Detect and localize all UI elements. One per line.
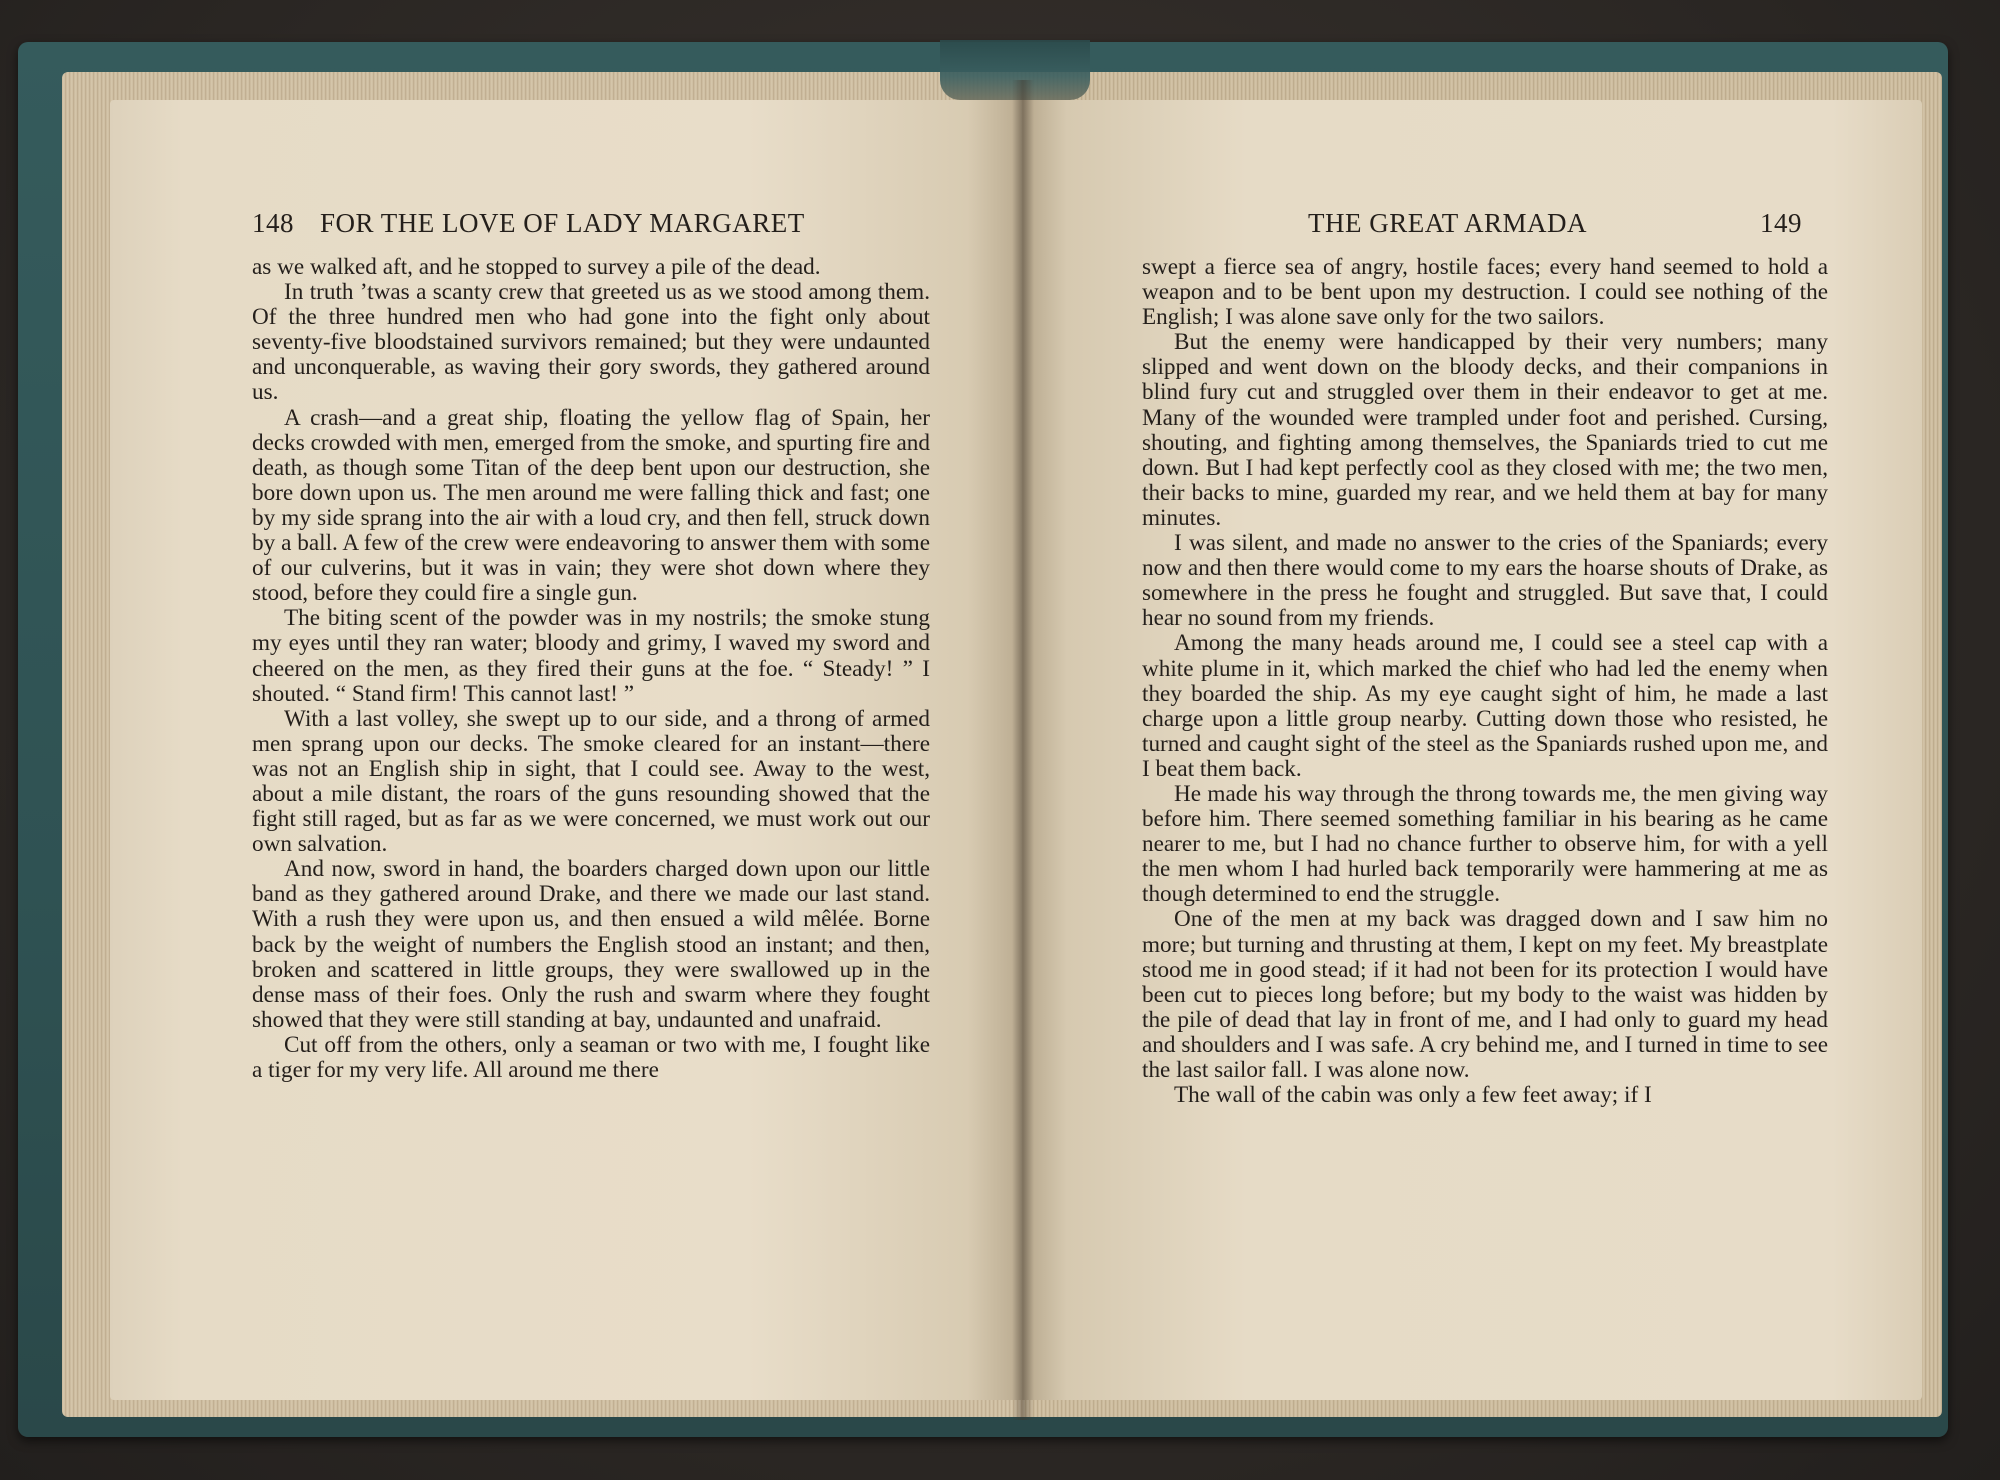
right-paragraph-7: The wall of the cabin was only a few feet away; if I: [1174, 1082, 1652, 1109]
left-paragraph-3: A crash—and a great ship, floating the yellow flag of Spain, her decks crowded with men, emerged from the smoke, and spurting fire and death, as though some Titan of the deep bent upon our destruction, she bore down upon us. The men around me were falling thick and fast; one by my side sprang into the air with a loud cry, and then fell, struck down by a ball. A few of the crew were endeavoring to answer them with some of our culverins, but it was in vain; they were shot down where they stood, before they could fire a single gun.: [252, 404, 930, 607]
right-paragraph-6: One of the men at my back was dragged down and I saw him no more; but turning and thrusting at them, I kept on my feet. My breastplate stood me in good stead; if it had not been for its protection I would have been cut to pieces long before; but my body to the waist was hidden by the pile of dead that lay in front of me, and I had only to guard my head and shoulders and I was safe. A cry behind me, and I turned in time to see the last sailor fall. I was alone now.: [1142, 906, 1828, 1083]
left-page-number: 148: [252, 208, 294, 238]
right-paragraph-3: I was silent, and made no answer to the cries of the Spaniards; every now and then there would come to my ears the hoarse shouts of Drake, as somewhere in the press he fought and struggled. But save that, I could hear no sound from my friends.: [1142, 530, 1828, 632]
right-text-block: [1142, 255, 1828, 1108]
left-paragraph-4: The biting scent of the powder was in my nostrils; the smoke stung my eyes until they ran water; bloody and grimy, I waved my sword and cheered on the men, as they fired their guns at the foe. “ Steady! ” I shouted. “ Stand firm! This cannot last! ”: [252, 605, 930, 707]
right-page-number: 149: [1760, 208, 1802, 238]
right-running-head: THE GREAT ARMADA: [1308, 208, 1588, 238]
left-text-block: [252, 255, 930, 1083]
left-page: [110, 100, 1022, 1400]
left-paragraph-5: With a last volley, she swept up to our side, and a throng of armed men sprang upon our decks. The smoke cleared for an instant—there was not an English ship in sight, that I could see. Away to the west, about a mile distant, the roars of the guns resounding showed that the fight still raged, but as far as we were concerned, we must work out our own salvation.: [252, 705, 930, 858]
right-page: [1022, 100, 1922, 1400]
right-paragraph-5: He made his way through the throng towards me, the men giving way before him. There seemed something familiar in his bearing as he came nearer to me, but I had no chance further to observe him, for with a yell the men whom I had hurled back temporarily were hammering at me as though determined to end the struggle.: [1142, 780, 1828, 908]
book-gutter: [1012, 80, 1034, 1420]
right-paragraph-2: But the enemy were handicapped by their very numbers; many slipped and went down on the bloody decks, and their companions in blind fury cut and struggled over them in their endeavor to get at me. Many of the wounded were trampled under foot and perished. Cursing, shouting, and fighting among themselves, the Spaniards tried to cut me down. But I had kept perfectly cool as they closed with me; the two men, their backs to mine, guarded my rear, and we held them at bay for many minutes.: [1142, 329, 1828, 531]
left-paragraph-7: Cut off from the others, only a seaman or two with me, I fought like a tiger for my very life. All around me there: [252, 1031, 930, 1083]
right-paragraph-1: swept a fierce sea of angry, hostile faces; every hand seemed to hold a weapon and to be bent upon my destruction. I could see nothing of the English; I was alone save only for the two sailors.: [1142, 254, 1828, 331]
left-running-head: FOR THE LOVE OF LADY MARGARET: [320, 208, 805, 238]
left-paragraph-1: as we walked aft, and he stopped to survey a pile of the dead.: [252, 254, 821, 280]
left-paragraph-2: In truth ’twas a scanty crew that greeted us as we stood among them. Of the three hundred men who had gone into the fight only about seventy-five bloodstained survivors remained; but they were undaunted and unconquerable, as waving their gory swords, they gathered around us.: [252, 279, 930, 406]
left-paragraph-6: And now, sword in hand, the boarders charged down upon our little band as they gathered around Drake, and there we made our last stand. With a rush they were upon us, and then ensued a wild mêlée. Borne back by the weight of numbers the English stood an instant; and then, broken and scattered in little groups, they were swallowed up in the dense mass of their foes. Only the rush and swarm where they fought showed that they were still standing at bay, undaunted and unafraid.: [252, 856, 930, 1033]
right-paragraph-4: Among the many heads around me, I could see a steel cap with a white plume in it, which marked the chief who had led the enemy when they boarded the ship. As my eye caught sight of him, he made a last charge upon a little group nearby. Cutting down those who resisted, he turned and caught sight of the steel as the Spaniards rushed upon me, and I beat them back.: [1142, 630, 1828, 782]
